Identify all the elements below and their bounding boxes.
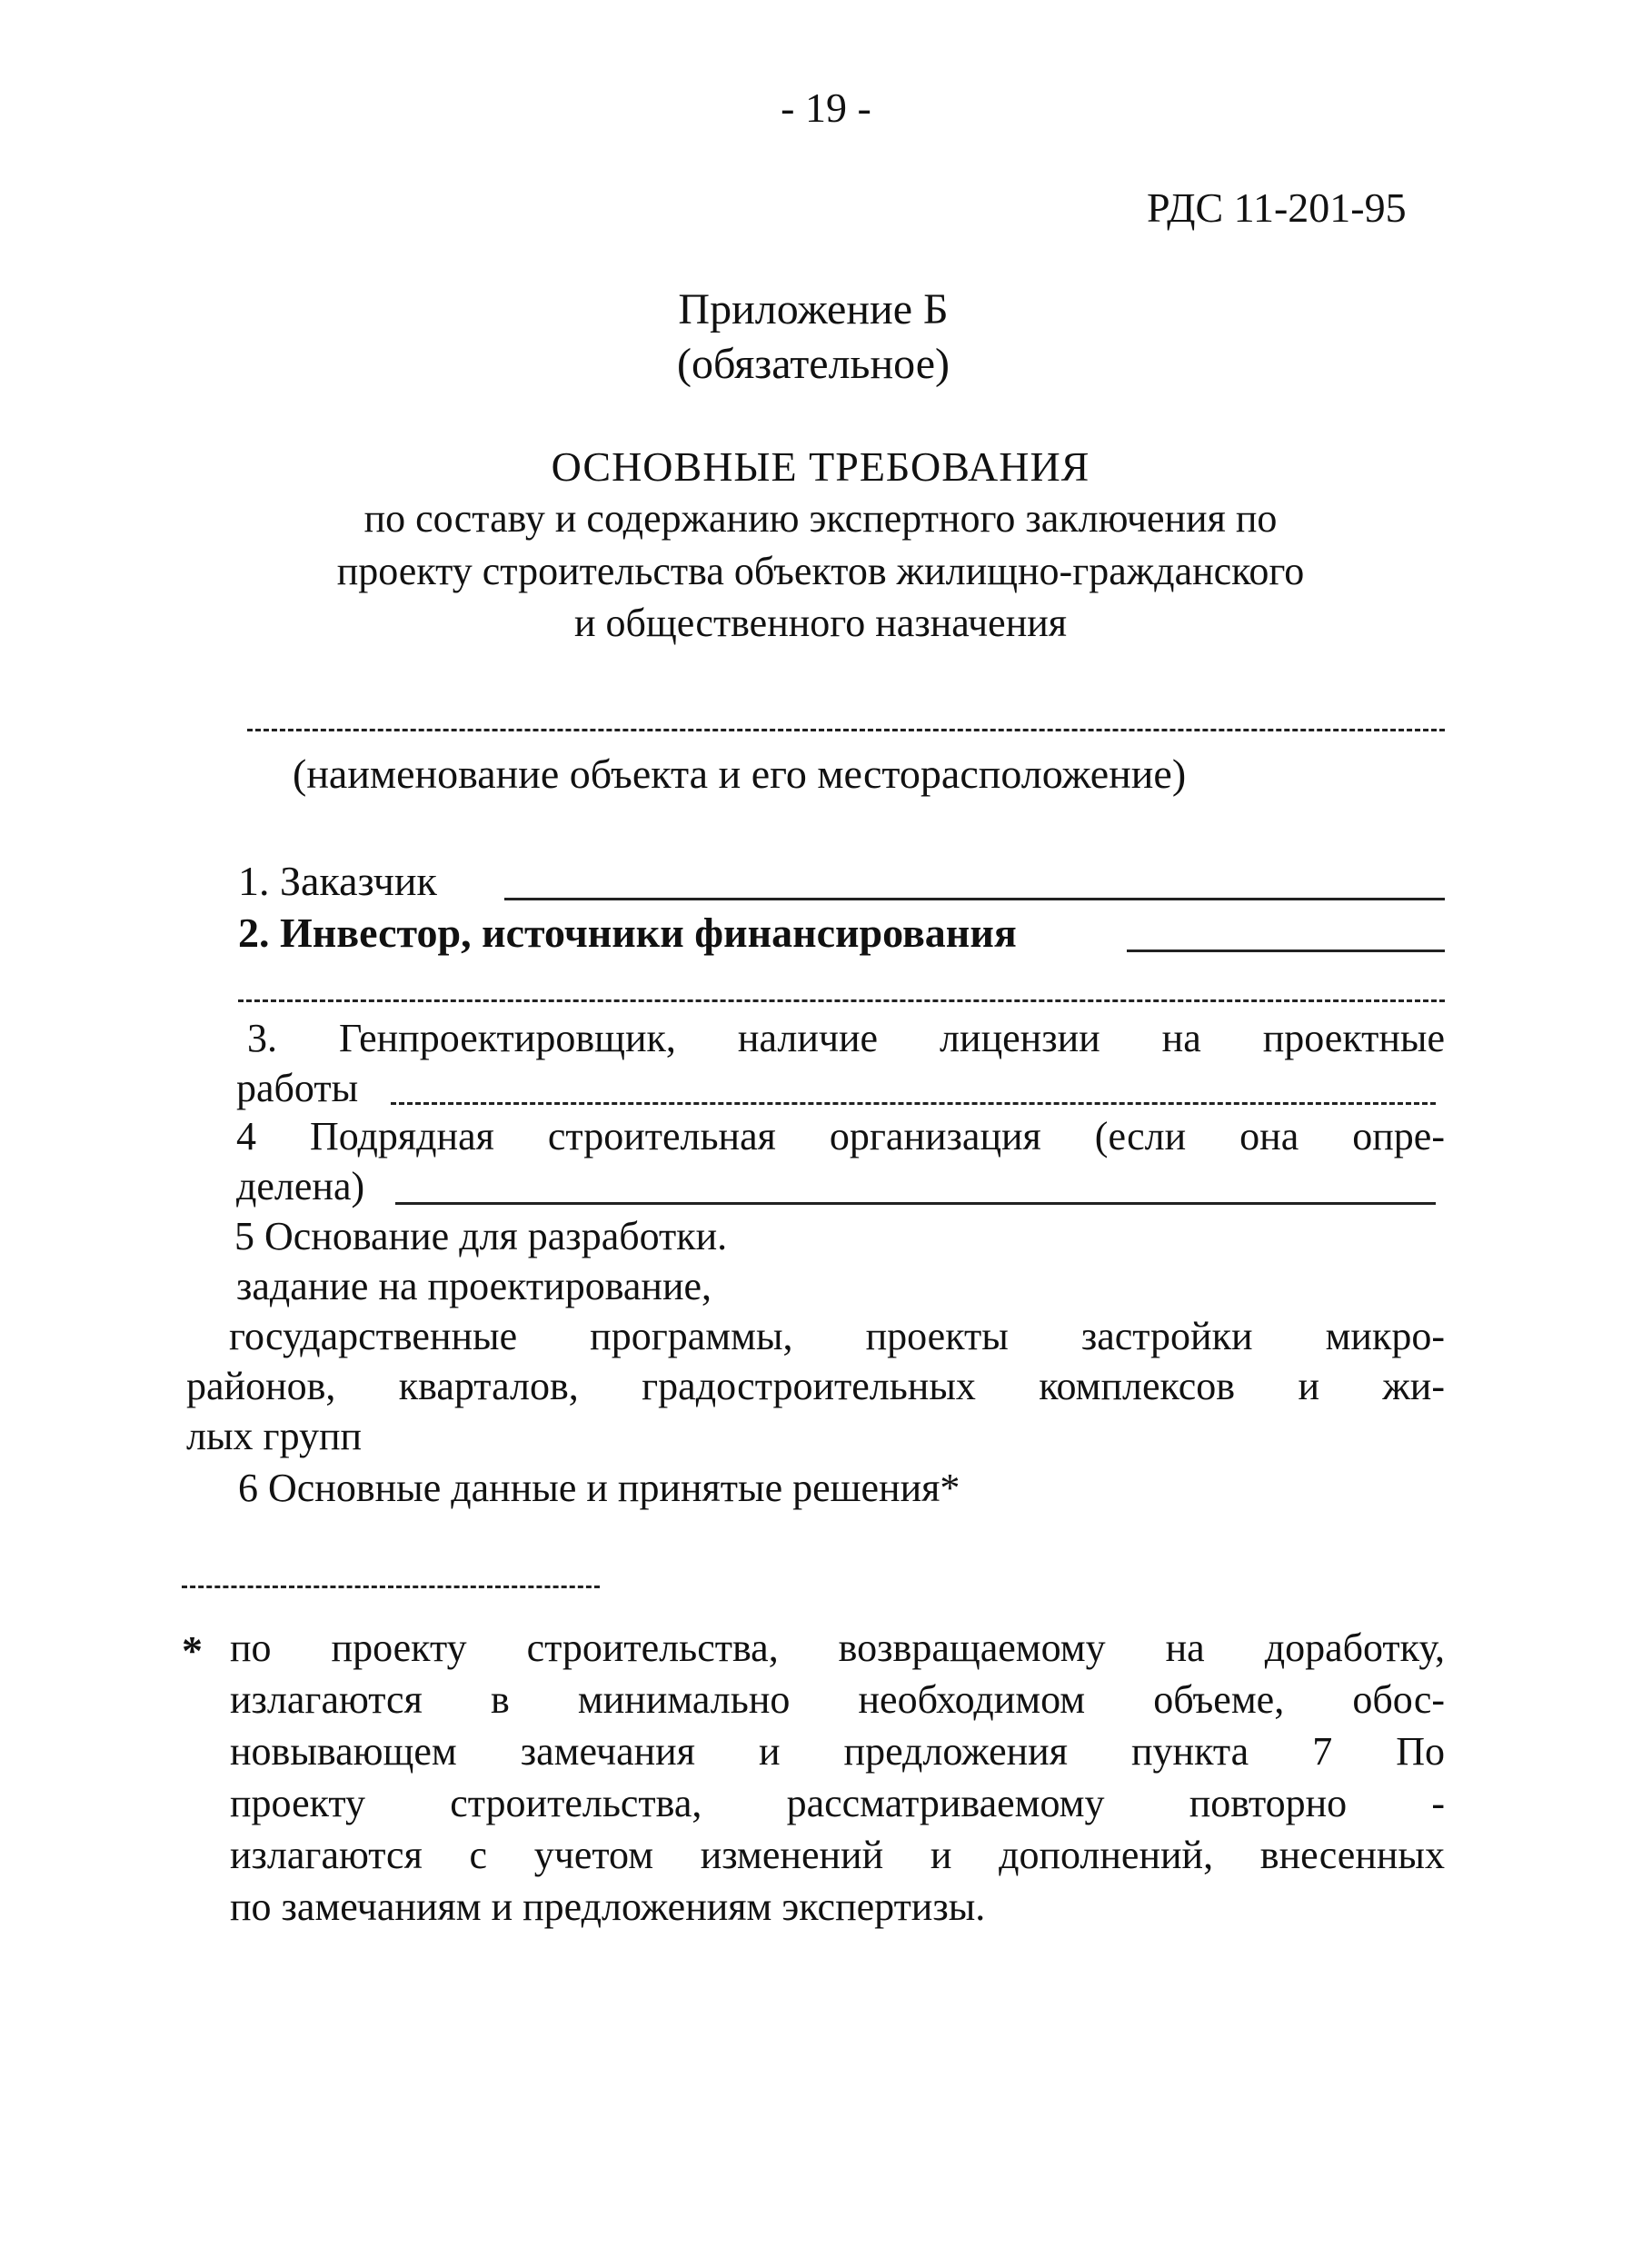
item-3-blank bbox=[391, 1102, 1436, 1105]
item-5-sub-b-line-2: районов, кварталов, градостроительных комплексов и жи- bbox=[186, 1364, 1445, 1408]
item-1-customer: 1. Заказчик bbox=[238, 858, 437, 904]
main-heading: ОСНОВНЫЕ ТРЕБОВАНИЯ bbox=[551, 443, 1090, 490]
subtitle-line-2: проекту строительства объектов жилищно-гражданского bbox=[336, 549, 1305, 593]
item-3-line-1: 3. Генпроектировщик, наличие лицензии на проектные bbox=[247, 1016, 1445, 1060]
item-2-blank bbox=[1127, 950, 1445, 952]
page-number: - 19 - bbox=[781, 85, 871, 131]
item-5-sub-b-line-1: государственные программы, проекты застройки микро- bbox=[229, 1314, 1445, 1358]
footnote-marker: * bbox=[182, 1627, 203, 1674]
footnote-line-1: по проекту строительства, возвращаемому на доработку, bbox=[230, 1626, 1445, 1670]
object-name-caption: (наименование объекта и его месторасположение) bbox=[293, 751, 1187, 797]
item-2-investor: 2. Инвестор, источники финансирования bbox=[238, 910, 1017, 956]
subtitle-line-3: и общественного назначения bbox=[573, 601, 1068, 645]
appendix-label: Приложение Б bbox=[678, 285, 949, 333]
item-5-sub-a: задание на проектирование, bbox=[236, 1264, 712, 1308]
footnote-line-2: излагаются в минимально необходимом объеме, обос- bbox=[230, 1677, 1445, 1722]
item-1-blank bbox=[504, 898, 1445, 900]
footnote-line-4: проекту строительства, рассматриваемому повторно - bbox=[230, 1781, 1445, 1825]
item-3-line-2: работы bbox=[236, 1066, 359, 1110]
item-4-line-2: делена) bbox=[236, 1164, 365, 1208]
item-5-sub-b-line-3: лых групп bbox=[186, 1414, 363, 1458]
document-code: РДС 11-201-95 bbox=[1147, 184, 1407, 231]
item-5: 5 Основание для разработки. bbox=[234, 1214, 728, 1258]
object-name-blank bbox=[247, 729, 1445, 731]
subtitle-line-1: по составу и содержанию экспертного заключения по bbox=[363, 496, 1278, 541]
footnote-separator bbox=[182, 1586, 600, 1588]
item-2-blank-continued bbox=[238, 999, 1445, 1002]
item-4-line-1: 4 Подрядная строительная организация (если она опре- bbox=[236, 1114, 1445, 1158]
footnote-line-3: новывающем замечания и предложения пункта 7 По bbox=[230, 1729, 1445, 1774]
item-4-blank bbox=[395, 1202, 1436, 1205]
footnote-line-6: по замечаниям и предложениям экспертизы. bbox=[230, 1884, 986, 1929]
footnote-line-5: излагаются с учетом изменений и дополнений, внесенных bbox=[230, 1833, 1445, 1877]
appendix-note: (обязательное) bbox=[677, 340, 950, 388]
item-6: 6 Основные данные и принятые решения* bbox=[238, 1466, 960, 1510]
